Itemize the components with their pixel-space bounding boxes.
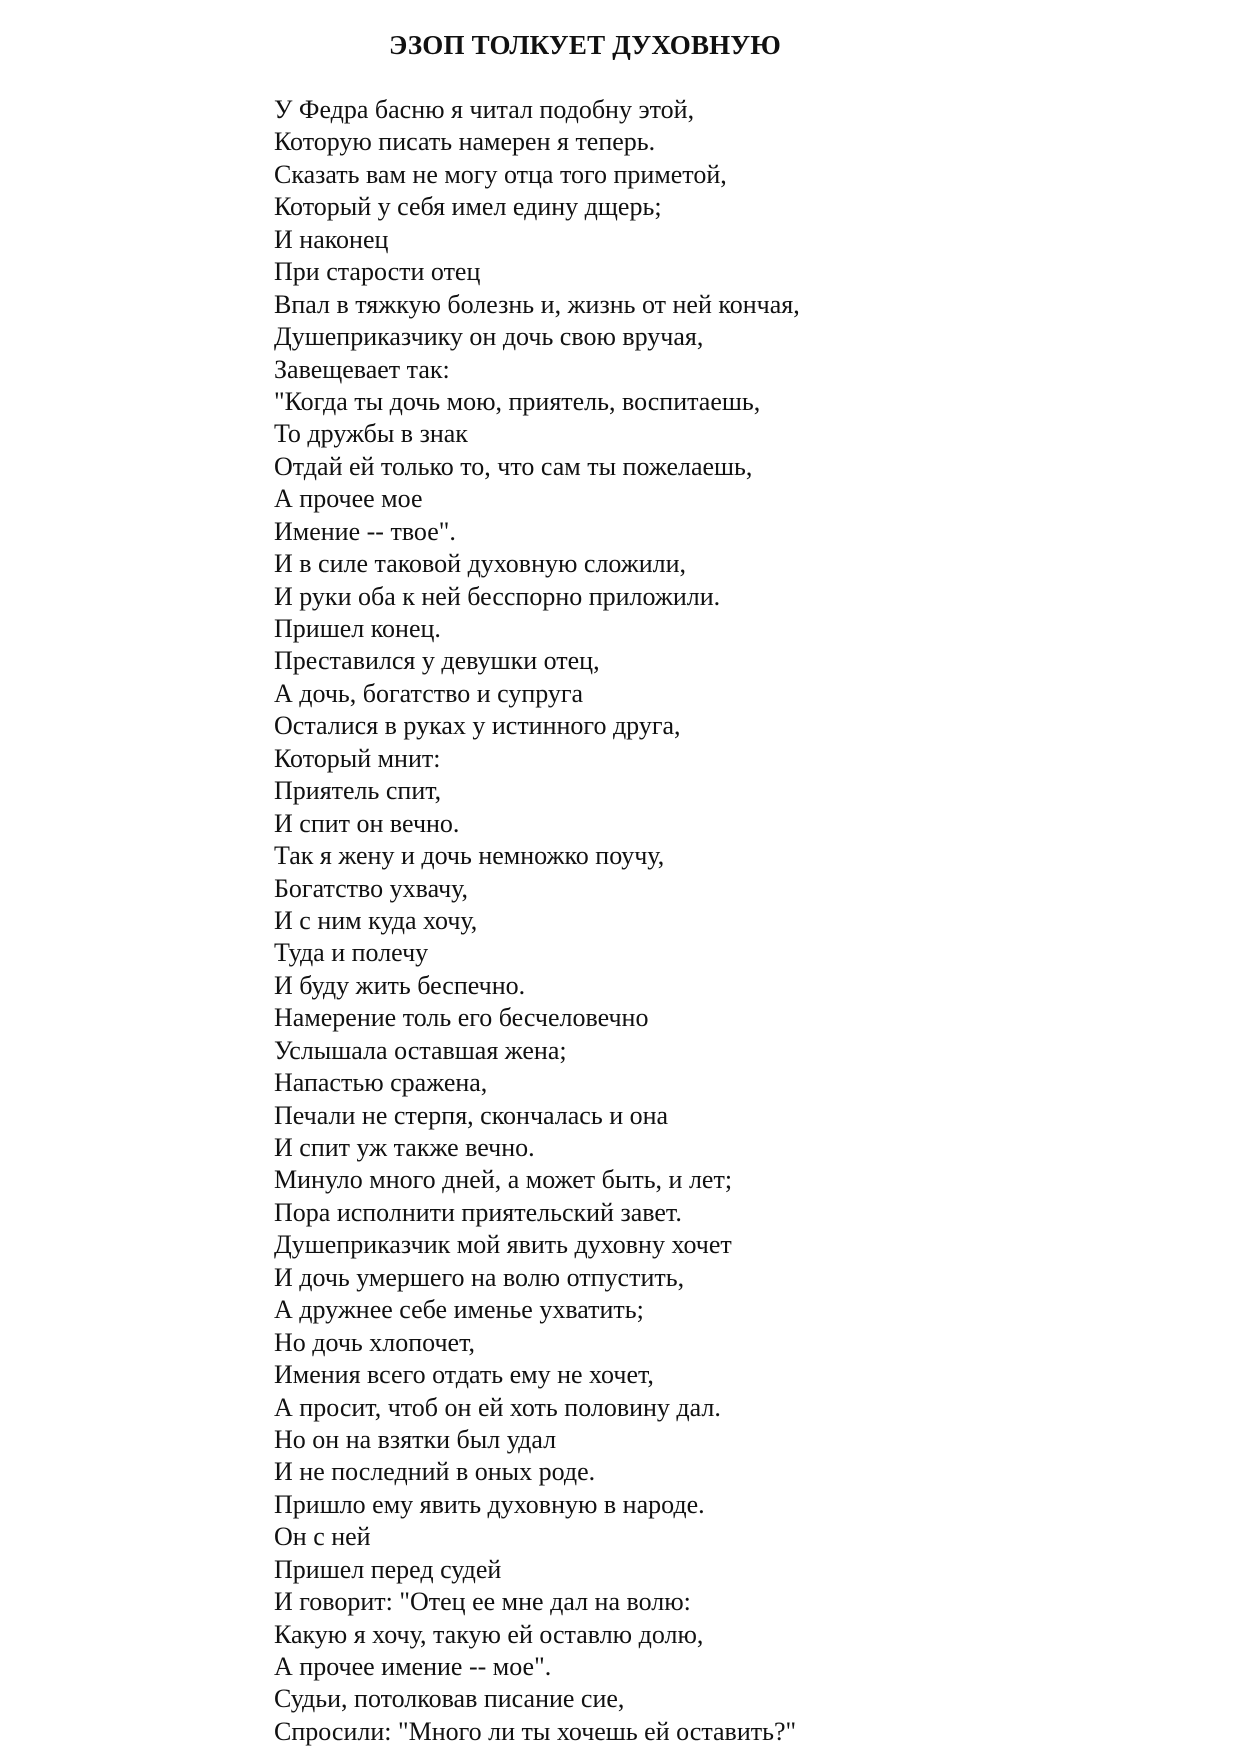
poem-line: Печали не стерпя, скончалась и она [274,1100,669,1130]
poem-line: И с ним куда хочу, [274,905,478,935]
poem-line: "Когда ты дочь мою, приятель, воспитаешь, [274,386,761,416]
poem-line: И не последний в оных роде. [274,1457,596,1487]
poem-line: Услышала оставшая жена; [274,1035,567,1065]
poem-line: И спит он вечно. [274,808,460,838]
poem-line: Сказать вам не могу отца того приметой, [274,159,727,189]
poem-line: Так я жену и дочь немножко поучу, [274,841,665,871]
poem-line: Имение -- твое". [274,516,456,546]
poem-line: Напастью сражена, [274,1068,488,1098]
poem-line: То дружбы в знак [274,419,468,449]
poem-line: Которую писать намерен я теперь. [274,127,656,157]
poem-line: Который мнит: [274,743,441,773]
poem-line: Пришел конец. [274,614,441,643]
poem-line: Впал в тяжкую болезнь и, жизнь от ней кончая, [274,289,800,319]
poem-line: Приятель спит, [274,776,442,806]
poem-line: Туда и полечу [274,938,429,968]
poem-line: А дочь, богатство и супруга [274,678,584,708]
poem-line: Пришло ему явить духовную в народе. [274,1489,705,1519]
poem-line: И спит уж также вечно. [274,1133,535,1162]
poem-line: Но дочь хлопочет, [274,1327,476,1357]
poem-line: Душеприказчику он дочь свою вручая, [274,322,704,352]
poem-line: А прочее мое [274,484,423,514]
poem-line: Душеприказчик мой явить духовну хочет [274,1230,732,1260]
poem-line: Имения всего отдать ему не хочет, [274,1360,654,1390]
poem-line: Судьи, потолковав писание сие, [274,1684,625,1714]
poem-text [274,94,800,1748]
poem-line: И наконец [274,224,389,254]
poem-line: При старости отец [274,257,481,287]
poem-line: Который у себя имел едину дщерь; [274,192,662,222]
poem-line: Преставился у девушки отец, [274,646,600,676]
poem-line: И буду жить беспечно. [274,970,526,1000]
poem-line: Спросили: "Много ли ты хочешь ей оставить?" [274,1716,797,1746]
poem-line: И дочь умершего на волю отпустить, [274,1262,685,1292]
poem-line: Богатство ухвачу, [274,873,469,903]
poem-line: Намерение толь его бесчеловечно [274,1003,649,1033]
poem-line: Отдай ей только то, что сам ты пожелаешь, [274,451,753,481]
poem-line: Но он на взятки был удал [274,1424,557,1454]
poem-line: А просит, чтоб он ей хоть половину дал. [274,1392,721,1422]
poem-line: Он с ней [274,1522,371,1552]
poem-line: Какую я хочу, такую ей оставлю долю, [274,1619,704,1649]
poem-line: У Федра басню я читал подобну этой, [274,95,695,124]
poem-line: Осталися в руках у истинного друга, [274,711,681,741]
poem-line: И в силе таковой духовную сложили, [274,549,687,579]
poem-line: Пришел перед судей [274,1554,502,1584]
poem-line: А дружнее себе именье ухватить; [274,1295,644,1325]
document-title: ЭЗОП ТОЛКУЕТ ДУХОВНУЮ [389,30,781,60]
poem-line: Минуло много дней, а может быть, и лет; [274,1165,733,1195]
poem-line: Завещевает так: [274,354,450,384]
poem-line: А прочее имение -- мое". [274,1652,552,1681]
poem-line: И говорит: "Отец ее мне дал на волю: [274,1587,691,1617]
poem-line: И руки оба к ней бесспорно приложили. [274,581,721,611]
poem-line: Пора исполнити приятельский завет. [274,1197,682,1227]
